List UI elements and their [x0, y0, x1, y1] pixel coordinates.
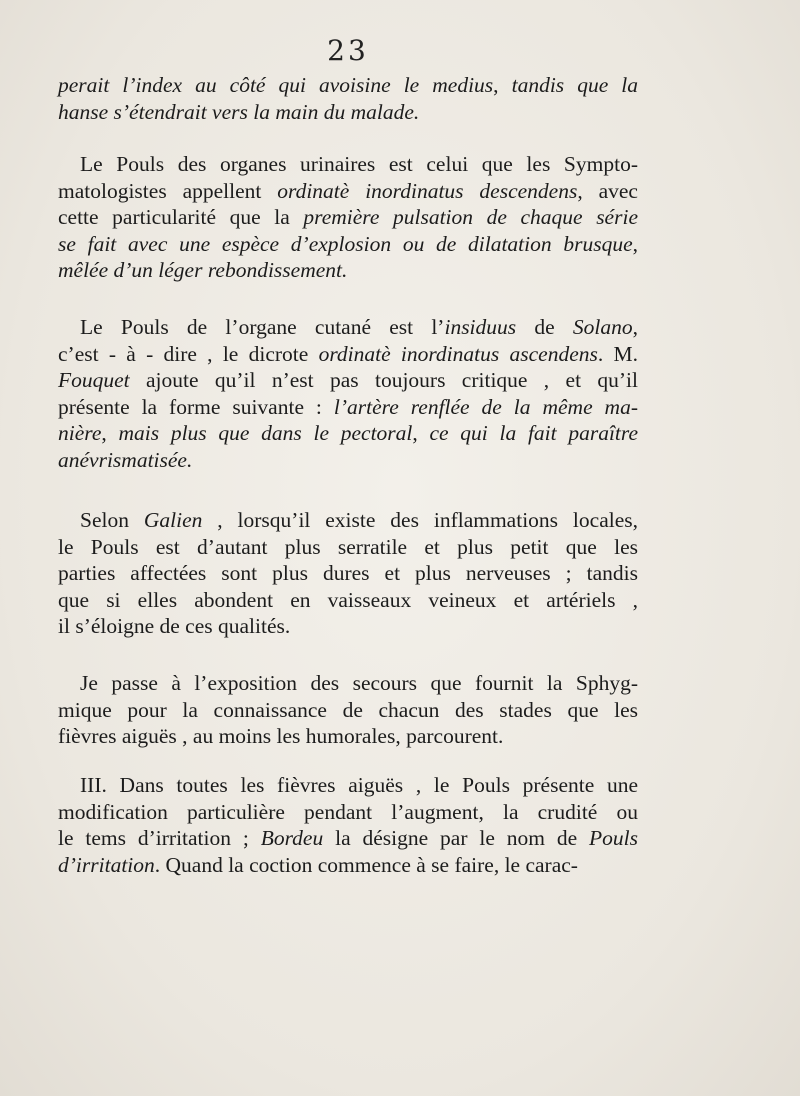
text-line	[58, 697, 638, 724]
roman-text: ,	[412, 421, 430, 445]
italic-text: perait l’index au côté qui avoisine le medius	[58, 73, 494, 97]
italic-text: mais plus que dans le pectoral	[118, 421, 413, 445]
paragraph-4	[58, 507, 638, 640]
text-line	[58, 670, 638, 697]
text-line	[58, 723, 638, 750]
text-line	[58, 420, 638, 447]
italic-text: d’irritation	[58, 852, 155, 877]
roman-text: Je passe à l’exposition des secours que fournit la Sphyg-	[80, 671, 638, 695]
roman-text: ,	[632, 315, 639, 339]
text-line	[58, 772, 638, 799]
text-line	[58, 72, 638, 99]
roman-text: , avec	[577, 178, 638, 203]
roman-text: le Pouls est d’autant plus serratile et plus petit que les	[58, 534, 638, 559]
text-line	[58, 341, 638, 368]
roman-text: ,	[632, 231, 638, 256]
text-line	[58, 257, 638, 284]
roman-text: Le Pouls de l’organe cutané est l’	[80, 315, 445, 339]
italic-text: ordinatè inordinatus descendens	[277, 178, 578, 203]
text-line	[58, 204, 638, 231]
text-line	[58, 799, 638, 826]
italic-text: se fait avec une espèce d’explosion ou de dilatation brusque	[58, 231, 633, 256]
italic-text: Bordeu	[260, 826, 324, 850]
italic-text: ce qui la fait paraître	[429, 421, 639, 445]
paragraph-2	[58, 151, 638, 284]
roman-text: la désigne par le nom de	[323, 826, 589, 850]
italic-text: tandis que la	[511, 73, 638, 97]
text-line	[58, 852, 638, 879]
roman-text: Selon	[80, 508, 144, 532]
paragraph-5	[58, 670, 638, 750]
roman-text: mique pour la connaissance de chacun des stades que les	[58, 697, 638, 722]
italic-text: anévrismatisée.	[58, 447, 193, 472]
italic-text: Pouls	[589, 826, 638, 850]
text-line	[58, 507, 638, 534]
italic-text: Galien	[143, 508, 203, 532]
roman-text: modification particulière pendant l’augment, la crudité ou	[58, 799, 638, 824]
text-line	[58, 587, 638, 614]
text-line	[58, 825, 638, 852]
roman-text: c’est - à - dire , le dicrote	[58, 341, 319, 366]
text-line	[58, 447, 638, 474]
roman-text: . Quand la coction commence à se faire, le carac-	[154, 852, 578, 877]
text-line	[58, 534, 638, 561]
roman-text: ,	[493, 73, 512, 97]
roman-text: que si elles abondent en vaisseaux veineux et artériels ,	[58, 587, 638, 612]
italic-text: première pulsation de chaque série	[303, 205, 638, 229]
roman-text: Le Pouls des organes urinaires est celui que les Sympto-	[80, 152, 638, 176]
text-line	[58, 560, 638, 587]
roman-text: il s’éloigne de ces qualités.	[58, 614, 291, 638]
text-line	[58, 231, 638, 258]
paragraph-3	[58, 314, 638, 473]
roman-text: cette particularité que la	[58, 205, 304, 229]
italic-text: nière	[58, 421, 102, 445]
italic-text: l’artère renflée de la même ma-	[333, 394, 638, 419]
italic-text: insiduus	[444, 315, 517, 339]
italic-text: Solano	[572, 315, 633, 339]
roman-text: ajoute qu’il n’est pas toujours critique , et qu’il	[129, 368, 638, 392]
page-number: 23	[327, 34, 369, 67]
paragraph-6	[58, 772, 638, 878]
text-line	[58, 394, 638, 421]
paragraph-1	[58, 72, 638, 125]
roman-text: , lorsqu’il existe des inflammations locales,	[202, 508, 638, 532]
roman-text: matologistes appellent	[58, 178, 278, 203]
italic-text: hanse s’étendrait vers la main du malade.	[58, 99, 420, 124]
text-line	[58, 314, 638, 341]
roman-text: ,	[101, 421, 119, 445]
text-line	[58, 367, 638, 394]
italic-text: Fouquet	[58, 368, 130, 392]
roman-text: . M.	[597, 341, 639, 366]
roman-text: parties affectées sont plus dures et plus nerveuses ; tandis	[58, 561, 638, 585]
roman-text: de	[516, 315, 573, 339]
roman-text: le tems d’irritation ;	[58, 826, 261, 850]
text-line	[58, 613, 638, 640]
italic-text: mêlée d’un léger rebondissement.	[58, 258, 348, 282]
roman-text: fièvres aiguës , au moins les humorales, parcourent.	[58, 724, 504, 748]
text-line	[58, 151, 638, 178]
text-line	[58, 178, 638, 205]
roman-text: présente la forme suivante :	[58, 394, 334, 419]
text-line	[58, 99, 638, 126]
roman-text: III. Dans toutes les fièvres aiguës , le Pouls présente une	[80, 773, 638, 797]
italic-text: ordinatè inordinatus ascendens	[318, 341, 598, 366]
